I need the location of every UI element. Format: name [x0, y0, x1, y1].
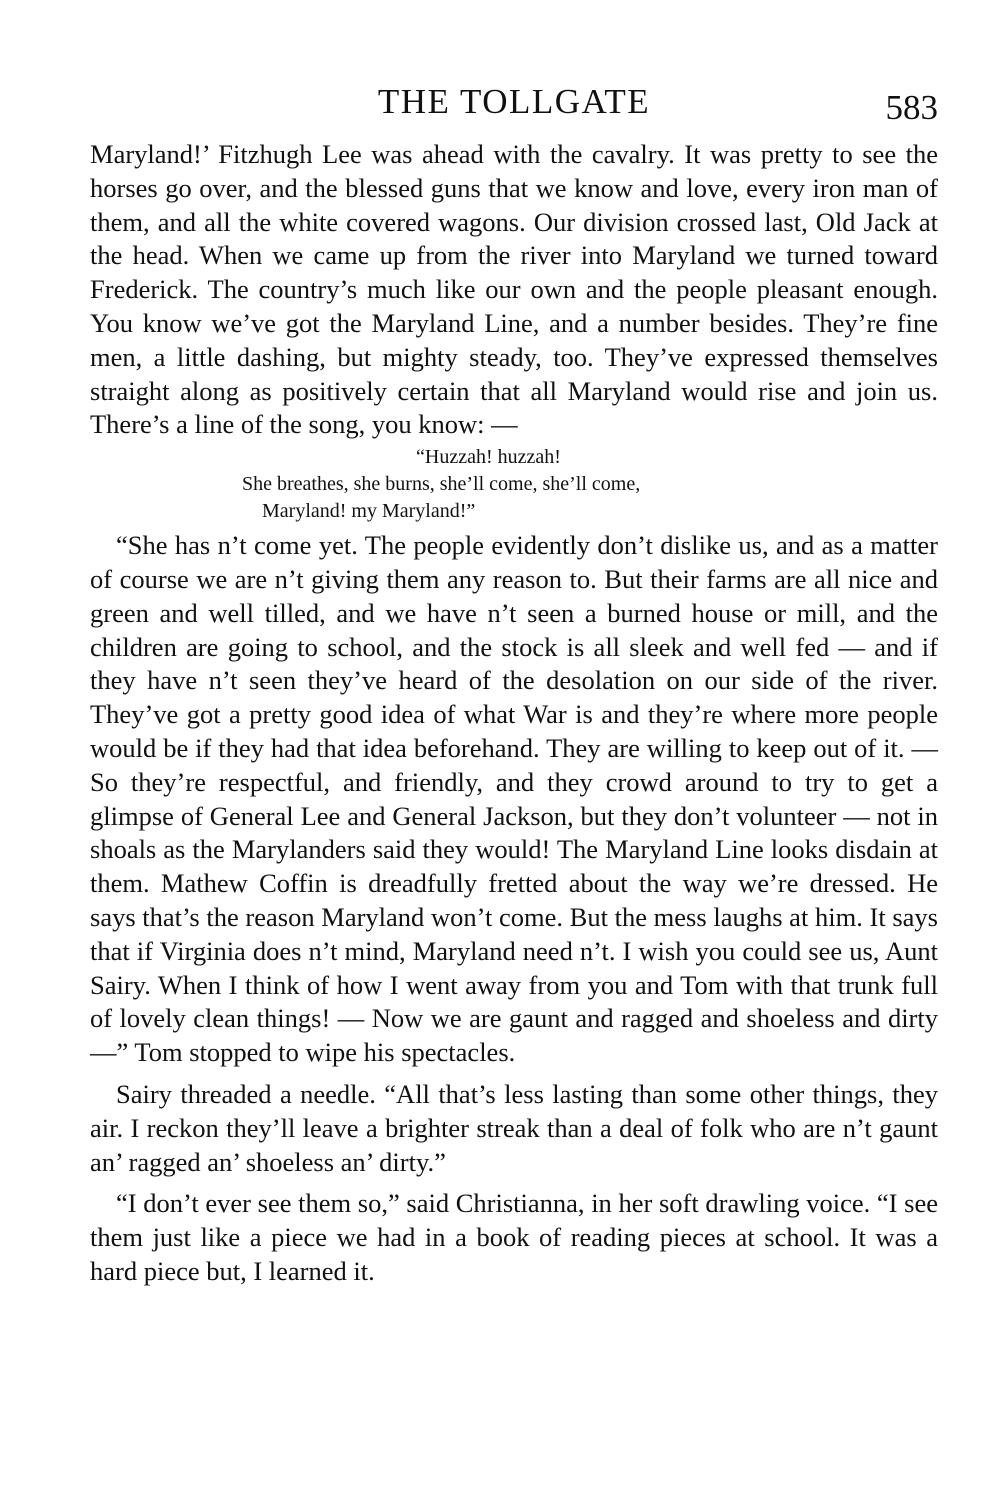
poem-line: “Huzzah! huzzah!: [416, 446, 561, 469]
paragraph-sairy: Sairy threaded a needle. “All that’s less lasting than some other things, they air. I reckon they’ll leave a brighter streak than a deal of folk who are n’t gaunt an’ ragged an’ shoeless an’ dirty.”: [90, 1078, 938, 1177]
running-title: THE TOLLGATE: [377, 82, 651, 121]
paragraph-continued: Maryland!’ Fitzhugh Lee was ahead with the cavalry. It was pretty to see the horses go over, and the blessed guns that we know and love, every iron man of them, and all the white covered wagons. Our division crossed last, Old Jack at the head. When we came up from the river into Maryland we turned toward Frederick. The country’s much like our own and the people pleasant enough. You know we’ve got the Maryland Line, and a number besides. They’re fine men, a little dashing, but mighty steady, too. They’ve expressed themselves straight along as positively certain that all Maryland would rise and join us. There’s a line of the song, you know: —: [90, 139, 938, 440]
poem-quote: [242, 444, 938, 525]
poem-line: Maryland! my Maryland!”: [262, 500, 476, 523]
paragraph-christianna: “I don’t ever see them so,” said Christianna, in her soft drawling voice. “I see them just like a piece we had in a book of reading pieces at school. It was a hard piece but, I learned it.: [90, 1188, 938, 1286]
poem-line: She breathes, she burns, she’ll come, she’ll come,: [242, 473, 641, 496]
book-page: [90, 80, 938, 1289]
paragraph-letter: “She has n’t come yet. The people evidently don’t dislike us, and as a matter of course we are n’t giving them any reason to. But their farms are all nice and green and well tilled, and we have n’t seen a burned house or mill, and the children are going to school, and the stock is all sleek and well fed — and if they have n’t seen they’ve heard of the desolation on our side of the river. They’ve got a pretty good idea of what War is and they’re where more people would be if they had that idea beforehand. They are willing to keep out of it. — So they’re respectful, and friendly, and they crowd around to try to get a glimpse of General Lee and General Jackson, but they don’t volunteer — not in shoals as the Marylanders said they would! The Maryland Line looks disdain at them. Mathew Coffin is dreadfully fretted about the way we’re dressed. He says that’s the reason Maryland won’t come. But the mess laughs at him. It says that if Virginia does n’t mind, Maryland need n’t. I wish you could see us, Aunt Sairy. When I think of how I went away from you and Tom with that trunk full of lovely clean things! — Now we are gaunt and ragged and shoeless and dirty —” Tom stopped to wipe his spectacles.: [90, 530, 938, 1068]
page-number: 583: [885, 88, 938, 127]
running-head: [90, 80, 938, 132]
